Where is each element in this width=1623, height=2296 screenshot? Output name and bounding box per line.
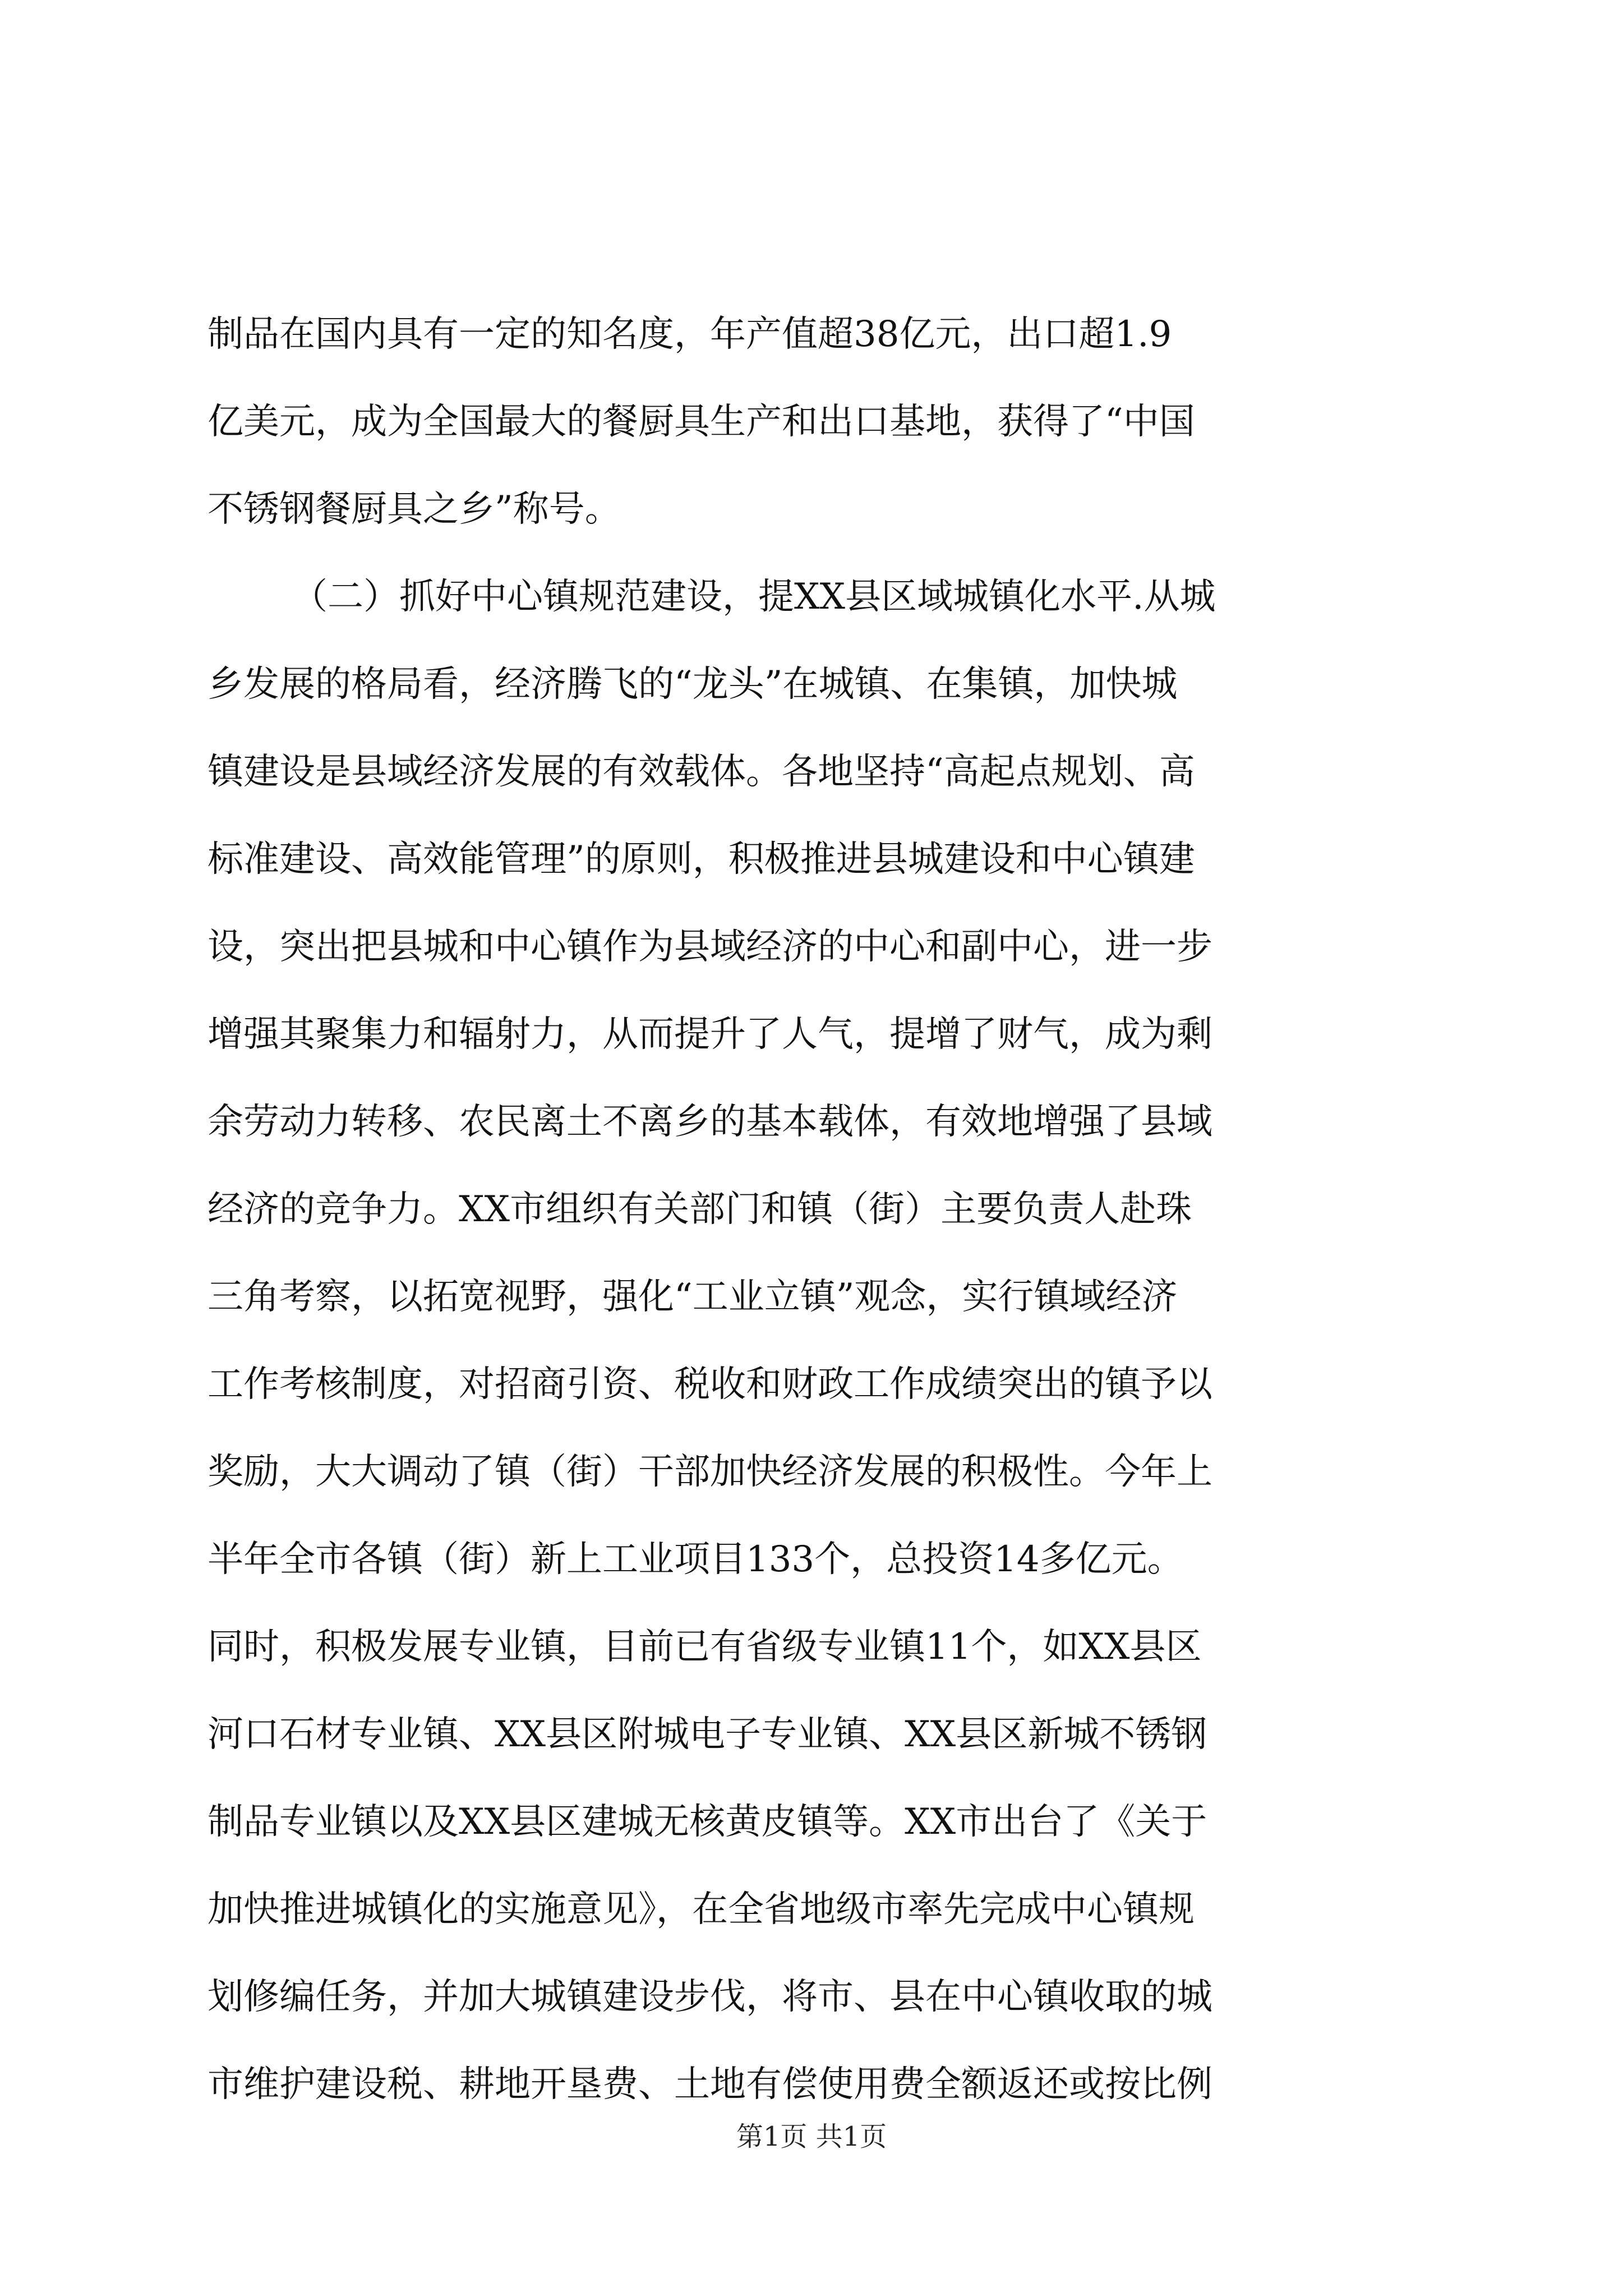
text-line: 三角考察，以拓宽视野，强化“工业立镇”观念，实行镇域经济 (208, 1276, 1178, 1318)
document-body (208, 291, 1419, 2128)
page-footer: 第1页 共1页 (736, 2121, 887, 2152)
text-line: 余劳动力转移、农民离土不离乡的基本载体，有效地增强了县域 (208, 1101, 1212, 1143)
text-line: 制品在国内具有一定的知名度，年产值超38亿元，出口超1.9 (208, 314, 1172, 355)
text-line: 河口石材专业镇、XX县区附城电子专业镇、XX县区新城不锈钢 (208, 1714, 1207, 1755)
text-line: 制品专业镇以及XX县区建城无核黄皮镇等。XX市出台了《关于 (208, 1801, 1207, 1843)
text-line: 标准建设、高效能管理”的原则，积极推进县城建设和中心镇建 (208, 839, 1195, 880)
text-line: 镇建设是县域经济发展的有效载体。各地坚持“高起点规划、高 (208, 751, 1195, 793)
text-line: 乡发展的格局看，经济腾飞的“龙头”在城镇、在集镇，加快城 (208, 664, 1178, 705)
text-line: 奖励，大大调动了镇（街）干部加快经济发展的积极性。今年上 (208, 1451, 1212, 1493)
text-line: 设，突出把县城和中心镇作为县域经济的中心和副中心，进一步 (208, 926, 1212, 968)
text-line: 经济的竞争力。XX市组织有关部门和镇（街）主要负责人赴珠 (208, 1189, 1192, 1230)
text-line: 加快推进城镇化的实施意见》，在全省地级市率先完成中心镇规 (208, 1889, 1195, 1930)
text-line: 半年全市各镇（街）新上工业项目133个，总投资14多亿元。 (208, 1539, 1183, 1580)
text-line: 不锈钢餐厨具之乡”称号。 (208, 489, 621, 530)
text-line: 亿美元，成为全国最大的餐厨具生产和出口基地，获得了“中国 (208, 401, 1195, 443)
text-line: 市维护建设税、耕地开垦费、土地有偿使用费全额返还或按比例 (208, 2064, 1212, 2105)
text-line: 工作考核制度，对招商引资、税收和财政工作成绩突出的镇予以 (208, 1364, 1212, 1405)
text-line: 增强其聚集力和辐射力，从而提升了人气，提增了财气，成为剩 (208, 1014, 1212, 1055)
text-line: 划修编任务，并加大城镇建设步伐，将市、县在中心镇收取的城 (208, 1976, 1212, 2018)
text-line: 同时，积极发展专业镇，目前已有省级专业镇11个，如XX县区 (208, 1626, 1202, 1668)
text-line: （二）抓好中心镇规范建设，提XX县区域城镇化水平.从城 (292, 576, 1216, 618)
